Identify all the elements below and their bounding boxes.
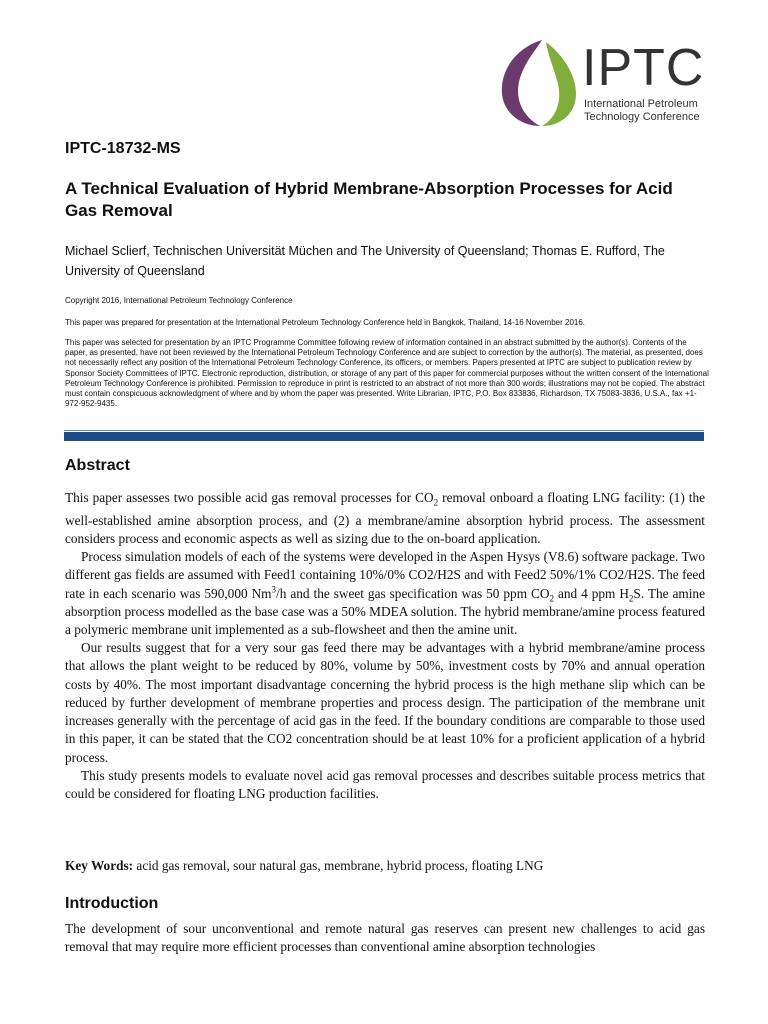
paper-title: A Technical Evaluation of Hybrid Membrane-Absorption Processes for Acid Gas Removal xyxy=(65,179,673,220)
abstract-paragraph-2: Process simulation models of each of the systems were developed in the Aspen Hysys (V8.6) software package. Two different gas fields are assumed with Feed1 containing 10%/0% CO2/H2S and with Feed2 50%/1% CO2/H2S. The feed rate in each scenario was 590,000 Nm$^3$/h and the sweet gas specification was 50 ppm $CO_2$ and 4 ppm $H_2S$. The amine absorption process modelled as the base case was a 50% MDEA solution. The hybrid membrane/amine process featured a polymeric membrane unit implemented as a sub-flowsheet and then the amine unit. xyxy=(65,549,705,638)
copyright-notice: Copyright 2016, International Petroleum Technology Conference xyxy=(65,296,293,305)
logo-wordmark: IPTC xyxy=(582,39,705,97)
keywords-list: acid gas removal, sour natural gas, membrane, hybrid process, floating LNG xyxy=(133,858,544,873)
abstract-paragraph-3: Our results suggest that for a very sour gas feed there may be advantages with a hybrid membrane/amine process that allows the plant weight to be reduced by 80%, volume by 50%, investment costs by 70% and annual operation costs by 40%. The most important disadvantage concerning the hybrid process is the high methane slip which can be reduced by further development of membrane properties and process design. The participation of the membrane unit increases generally with the percentage of acid gas in the feed. If the boundary conditions are comparable to those used in this paper, it can be stated that the CO2 concentration should be at least 10% for a proficient application of a hybrid process. xyxy=(65,640,705,765)
introduction-heading: Introduction xyxy=(65,895,159,912)
abstract-body xyxy=(65,489,705,803)
presentation-note: This paper was prepared for presentation at the International Petroleum Technology Conference held in Bangkok, Thailand, 14-16 November 2016. xyxy=(65,318,586,327)
introduction-paragraph-1: The development of sour unconventional and remote natural gas reserves can present new challenges to acid gas removal that may require more efficient processes than conventional amine absorption technologies xyxy=(65,921,705,955)
introduction-body xyxy=(65,920,705,956)
logo-subtitle-line1: International Petroleum xyxy=(584,98,698,110)
logo-subtitle xyxy=(584,98,700,124)
header-divider xyxy=(64,430,704,441)
droplet-logo-icon xyxy=(496,38,580,128)
keywords-label: Key Words: xyxy=(65,858,134,873)
authors: Michael Sclierf, Technischen Universität Müchen and The University of Queensland; Thomas E. Rufford, The University of Queensland xyxy=(65,244,665,278)
abstract-heading: Abstract xyxy=(65,457,130,474)
disclaimer: This paper was selected for presentation by an IPTC Programme Committee following review of information contained in an abstract submitted by the author(s). Contents of the paper, as presented, have not been reviewed by the International Petroleum Technology Conference and are subject to correction by the author(s). The material, as presented, does not necessarily reflect any position of the International Petroleum Technology Conference, its officers, or members. Papers presented at IPTC are subject to publication review by Sponsor Society Committees of IPTC. Electronic reproduction, distribution, or storage of any part of this paper for commercial purposes without the written consent of the International Petroleum Technology Conference is prohibited. Permission to reproduce in print is restricted to an abstract of not more than 300 words; illustrations may not be copied. The abstract must contain conspicuous acknowledgment of where and by whom the paper was presented. Write Librarian, IPTC, P.O. Box 833836, Richardson, TX 75083-3836, U.S.A., fax +1-972-952-9435. xyxy=(65,338,709,409)
keywords xyxy=(65,857,705,875)
paper-id: IPTC-18732-MS xyxy=(65,140,181,157)
iptc-logo xyxy=(496,38,716,128)
abstract-paragraph-4: This study presents models to evaluate novel acid gas removal processes and describes suitable process metrics that could be considered for floating LNG production facilities. xyxy=(65,767,705,801)
abstract-paragraph-1: This paper assesses two possible acid gas removal processes for $CO_2$ removal onboard a floating LNG facility: (1) the well-established amine absorption process, and (2) a membrane/amine absorption hybrid process. The assessment considers process and economic aspects as well as sizing due to the on-board application. xyxy=(65,490,706,547)
logo-subtitle-line2: Technology Conference xyxy=(584,111,700,123)
